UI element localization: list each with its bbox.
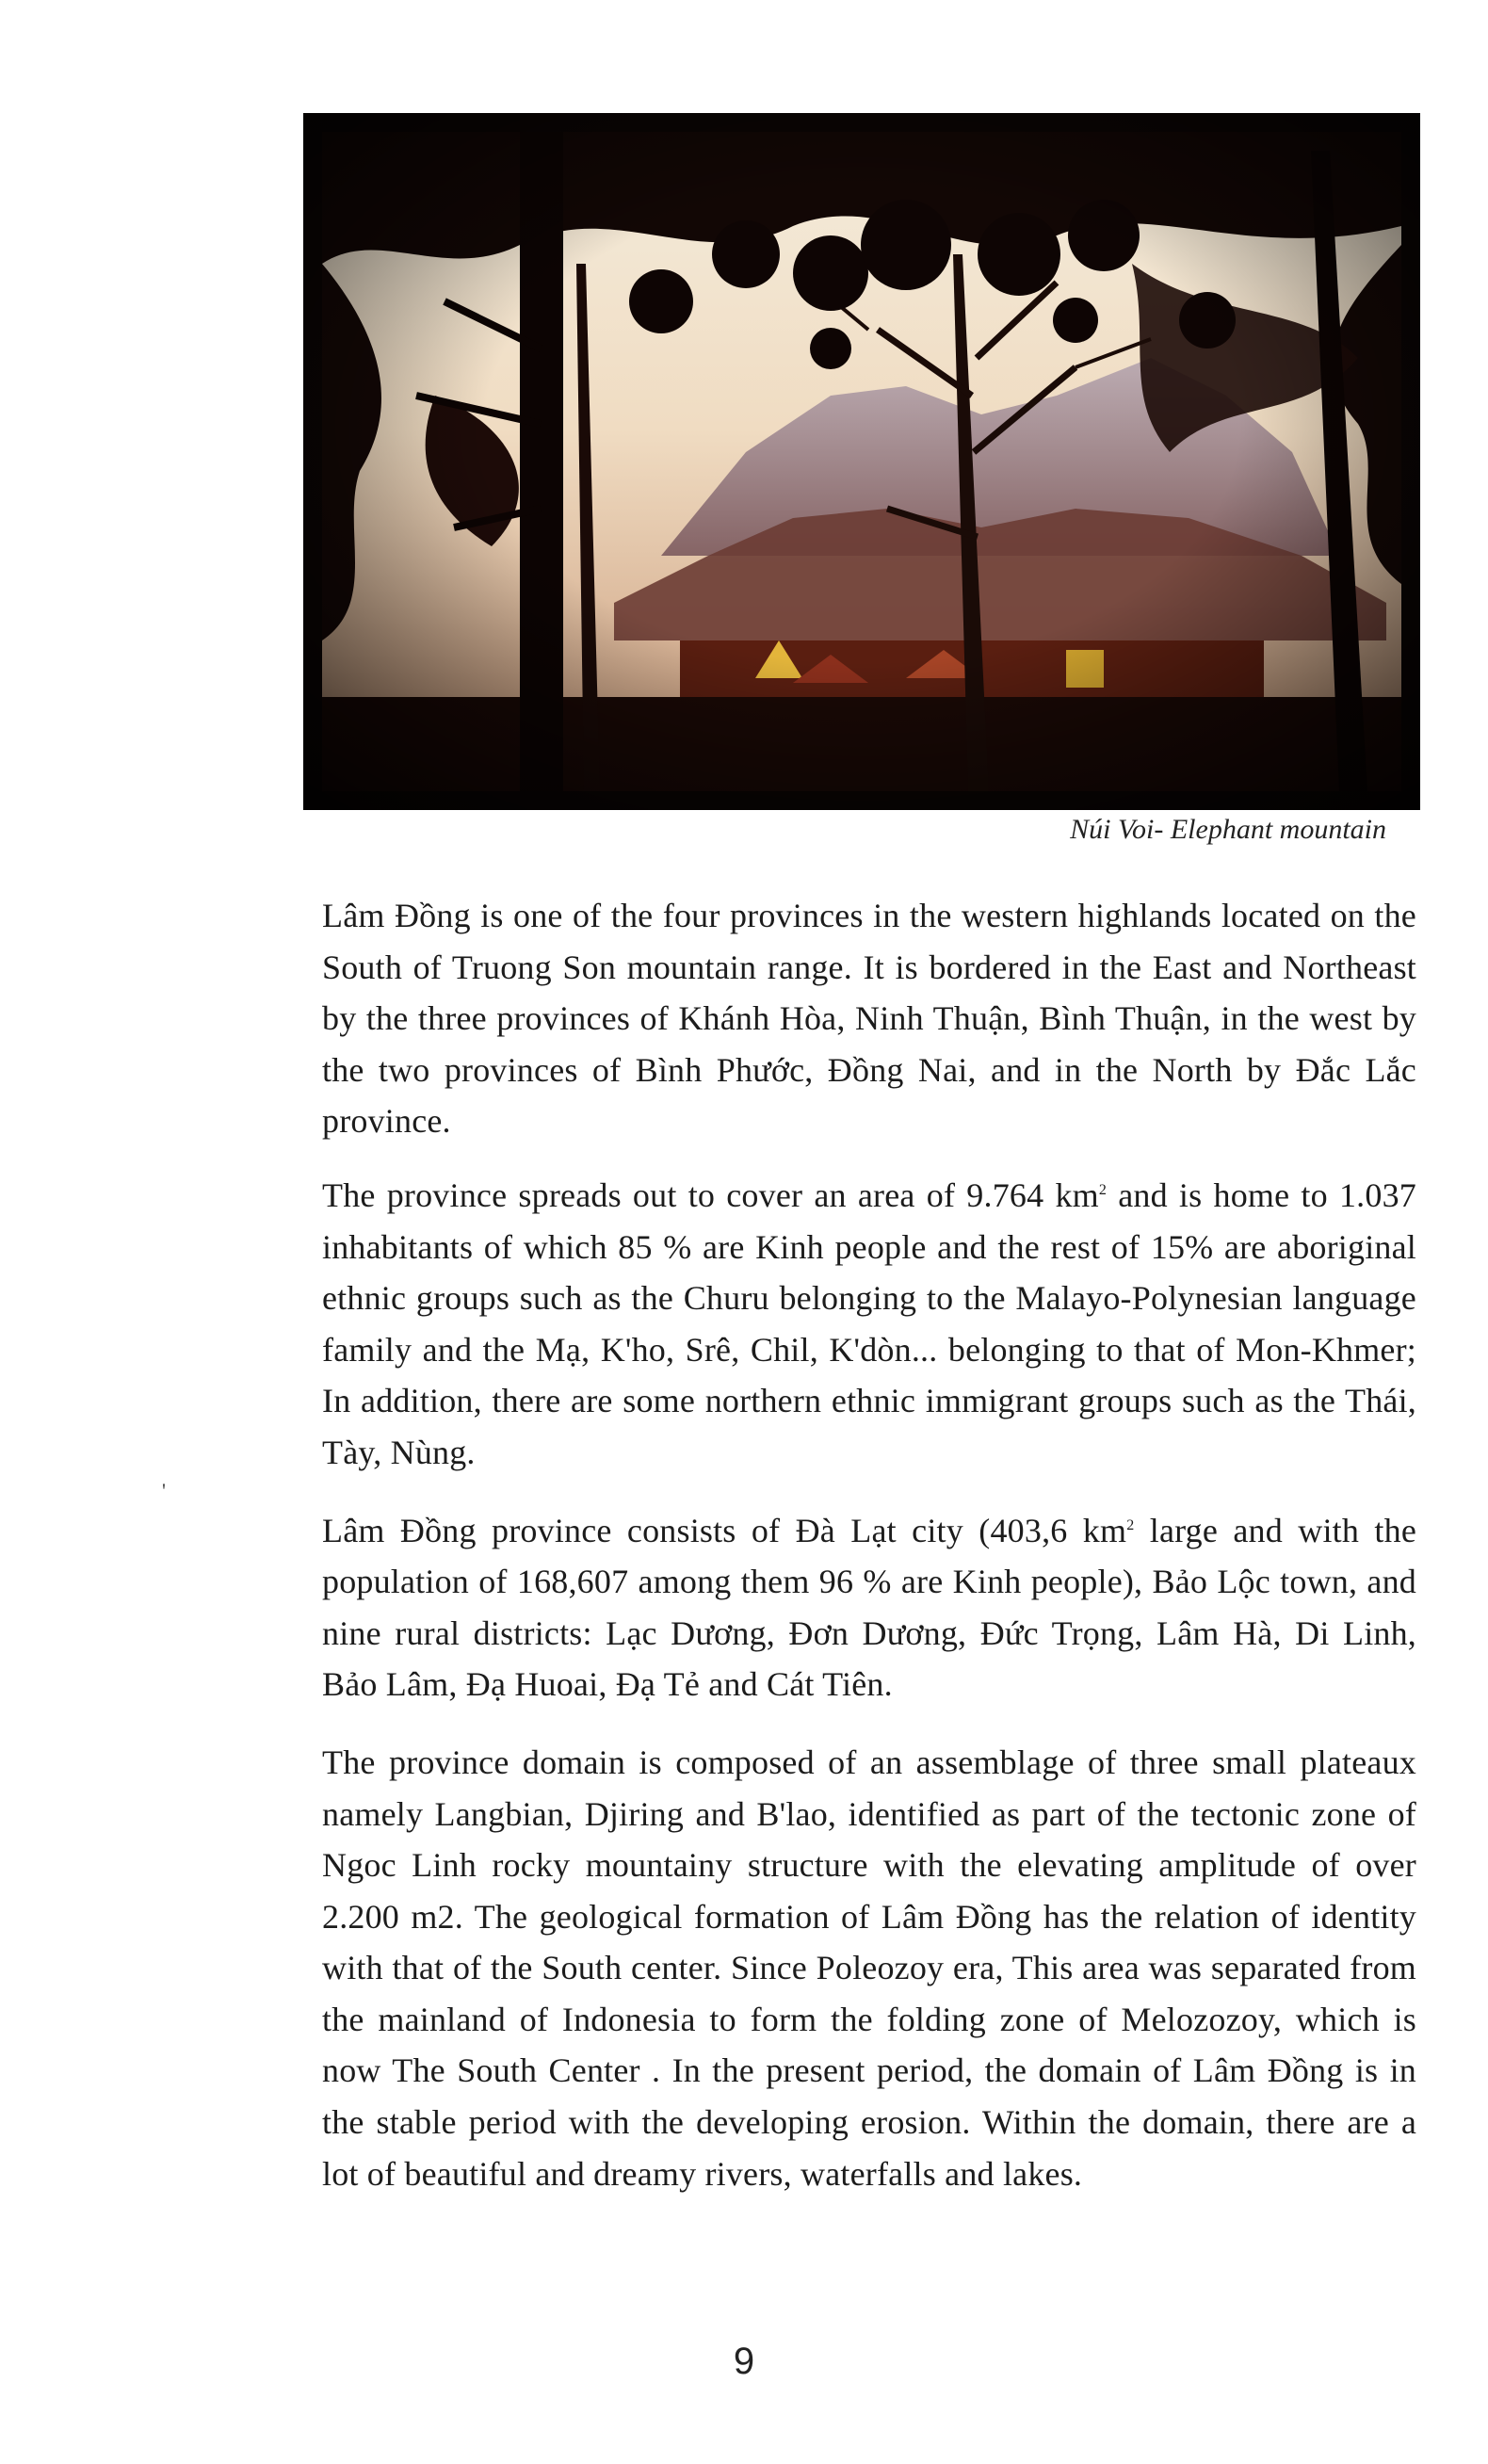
paragraph-population-text-a: The province spreads out to cover an area of 9.764 km bbox=[322, 1175, 1099, 1214]
paragraph-districts bbox=[322, 1505, 1416, 1710]
pine-forest-mountain-photo bbox=[303, 113, 1420, 810]
paragraph-location: Lâm Đồng is one of the four provinces in the western highlands located on the South of Truong Son mountain range. It is bordered in the East and Northeast by the three provinces of Khánh Hòa, Ninh Thuận, Bình Thuận, in the west by the two provinces of Bình Phước, Đồng Nai, and in the North by Đắc Lắc province. bbox=[322, 897, 1416, 1141]
photo-caption: Núi Voi- Elephant mountain bbox=[1070, 814, 1386, 845]
paragraph-districts-text-b: large and with the population of 168,607 among them 96 % are Kinh people), Bảo Lộc town, and nine rural districts: Lạc Dương, Đơn Dương, Đức Trọng, Lâm Hà, Di Linh, Bảo Lâm, Đạ Huoai, Đạ Tẻ and Cát Tiên. bbox=[322, 1511, 1416, 1704]
superscript-two: 2 bbox=[1098, 1181, 1108, 1198]
photo-elephant-mountain bbox=[303, 113, 1420, 810]
paragraph-geology: The province domain is composed of an assemblage of three small plateaux namely Langbian, Djiring and B'lao, identified as part of the tectonic zone of Ngoc Linh rocky mountainy structure with the elevating amplitude of over 2.200 m2. The geological formation of Lâm Đồng has the relation of identity with that of the South center. Since Poleozoy era, This area was separated from the mainland of Indonesia to form the folding zone of Melozozoy, which is now The South Center . In the present period, the domain of Lâm Đồng is in the stable period with the developing erosion. Within the domain, there are a lot of beautiful and dreamy rivers, waterfalls and lakes. bbox=[322, 1743, 1416, 2193]
paragraph-districts-text-a: Lâm Đồng province consists of Đà Lạt city (403,6 km bbox=[322, 1511, 1127, 1549]
paragraph-population bbox=[322, 1170, 1416, 1479]
margin-mark: ' bbox=[162, 1479, 166, 1502]
body-text bbox=[322, 890, 1416, 2226]
page-number: 9 bbox=[733, 2341, 755, 2382]
superscript-two: 2 bbox=[1126, 1516, 1135, 1533]
paragraph-population-text-b: and is home to 1.037 inhabitants of which 85 % are Kinh people and the rest of 15% are aboriginal ethnic groups such as the Churu belonging to the Malayo-Polynesian language family and the Mạ, K'ho, Srê, Chil, K'dòn... belonging to that of Mon-Khmer; In addition, there are some northern ethnic immigrant groups such as the Thái, Tày, Nùng. bbox=[322, 1175, 1416, 1471]
